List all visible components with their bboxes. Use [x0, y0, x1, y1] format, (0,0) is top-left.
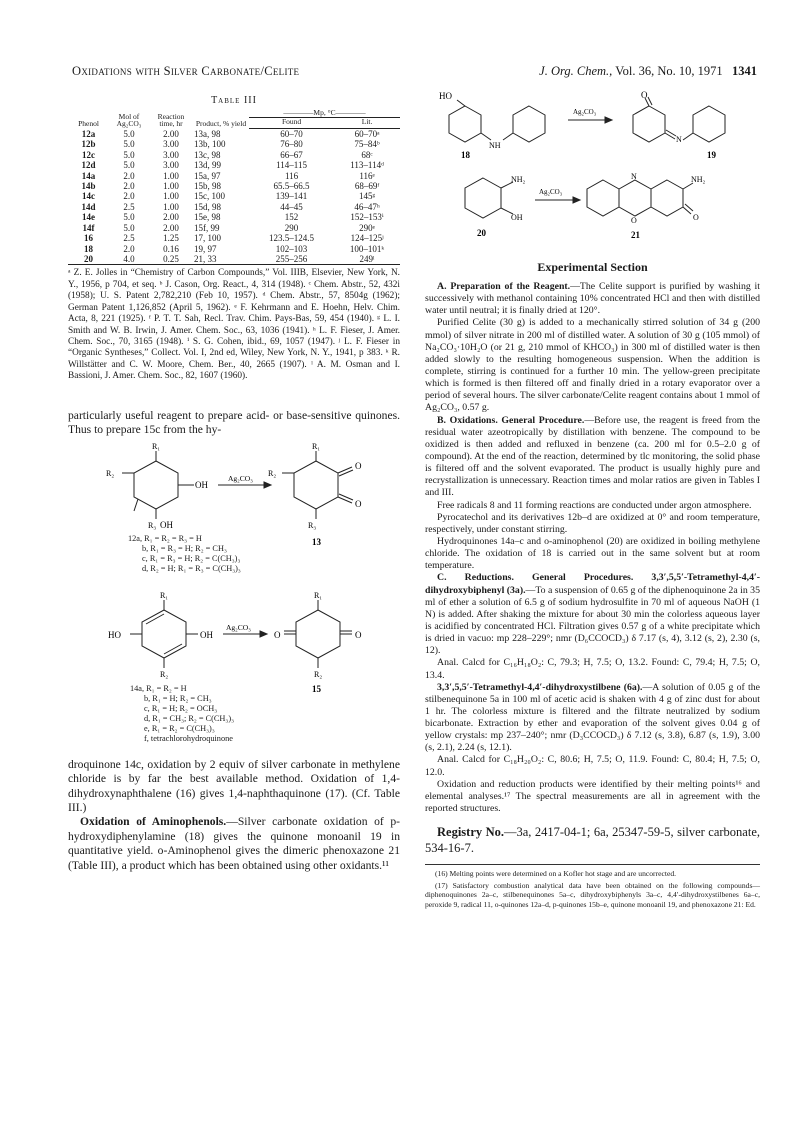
compound-13-label: 13: [312, 537, 321, 548]
paragraph-text: Pyrocatechol and its derivatives 12b–d are oxidized at 0° and room temperature, respectively, under constant stirring.: [425, 511, 760, 535]
table-cell: 2.5: [123, 233, 135, 244]
table-cell: 124–125ʲ: [350, 233, 384, 244]
experimental-paragraph: [425, 500, 760, 512]
col-mol: Mol of Ag₂CO₃: [116, 111, 142, 129]
table-cell: 15f, 99: [193, 222, 220, 233]
table-cell: 17, 100: [193, 233, 221, 244]
table-cell: 290: [284, 222, 299, 233]
table-cell: 16: [83, 233, 93, 244]
svg-text:OH: OH: [511, 213, 523, 222]
table-cell: 13d, 99: [193, 160, 221, 171]
paragraph-text: Hydroquinones 14a–c and o-aminophenol (20) are oxidized in boiling methylene chloride. The oxidation of 18 is carried out in the same solvent but at room temperature.: [425, 535, 760, 572]
table-cell: 2.0: [123, 180, 135, 191]
section-heading: Experimental Section: [537, 260, 648, 274]
col-mp-label: Mp, °C: [313, 108, 336, 117]
table-cell: 2.0: [123, 191, 135, 202]
col-time: Reaction time, hr: [157, 111, 185, 129]
reagent-label-3: Ag₂CO₃: [573, 108, 597, 116]
paragraph-text: Purified Celite (30 g) is added to a mechanically stirred solution of 34 g (200 mmol) of silver nitrate in 200 ml of distilled water. A solution of 30 g (105 mmol) of Na₂CO₃·10H₂O (or 21 g, 210 mmol of KHCO₃) in 300 ml of distilled water is then added slowly to the resulting homogeneous suspension. When the addition is complete, stirring is continued for a further 10 min. The yellow-green precipitate which is formed is then filtered off and finally dried in a rotary evaporator over a period of several hours. The silver carbonate/Celite reagent contains about 1 mmol of Ag₂CO₃, 0.57 g.: [425, 317, 760, 414]
svg-text:OH: OH: [195, 480, 208, 491]
table-cell: 116: [284, 170, 299, 181]
table-cell: 75–84ᵇ: [354, 139, 380, 150]
table-row: [68, 128, 400, 139]
svg-text:R₁: R₁: [160, 591, 169, 601]
table-cell: 4.0: [109, 254, 149, 265]
table-row: [68, 202, 400, 212]
compound-20-ring: [465, 178, 501, 218]
table-cell: 15c, 100: [193, 191, 225, 202]
experimental-paragraph: [425, 779, 760, 815]
table-cell: 44–45: [280, 201, 303, 212]
table-cell: 18: [83, 243, 93, 254]
compound-18-label: 18: [461, 150, 470, 160]
table-cell: 152: [284, 212, 299, 223]
label-14c: c, R₁ = H; R₂ = OCH₃: [144, 704, 218, 714]
experimental-paragraph: [425, 512, 760, 536]
paragraph-heading: A. Preparation of the Reagent.: [437, 281, 571, 292]
compound-21-ring-b: [619, 180, 651, 216]
header-citation: [539, 64, 757, 79]
note-16: (16) Melting points were determined on a Kofler hot stage and are uncorrected.: [435, 869, 677, 879]
table-cell: 60–70ᵃ: [354, 128, 380, 139]
table-cell: 20: [68, 254, 109, 265]
table-cell: 5.0: [123, 212, 135, 223]
svg-text:OH: OH: [200, 630, 213, 641]
paragraph-text: Anal. Calcd for C₁₈H₂₀O₂: C, 80.6; H, 7.5; O, 11.9. Found: C, 80.4; H, 7.5; O, 12.0.: [425, 754, 760, 778]
right-column: [425, 90, 760, 911]
compound-20-label: 20: [477, 228, 486, 238]
table-cell: 290ᵉ: [359, 222, 375, 233]
header-title: Oxidations with Silver Carbonate/Celite: [72, 64, 300, 78]
reagent-label-2: Ag₂CO₃: [226, 623, 251, 633]
left-para-3-head: Oxidation of Aminophenols.: [80, 815, 227, 829]
table-cell: 0.25: [149, 254, 193, 265]
table-cell: 15e, 98: [193, 212, 221, 223]
paragraph-text: —Before use, the reagent is freed from the residual water azeotropically by distillation with benzene. The compound to be oxidized is then added and refluxed in benzene (ca. 200 ml for 0.5–2.0 g of compound). At the end of the reaction, determined by tlc monitoring, the solid phase is filtered off and the solvent evaporated. The product is usually highly pure and recrystallization is unnecessary. Reaction times and molar ratios are given in Tables I and III.: [425, 414, 760, 499]
table-cell: 1.00: [163, 170, 179, 181]
table-cell: 65.5–66.5: [273, 180, 310, 191]
table-cell: 46–47ʰ: [354, 201, 380, 212]
table-caption: Table III: [211, 95, 257, 106]
svg-text:O: O: [631, 216, 637, 225]
table-cell: 13c, 98: [193, 149, 221, 160]
svg-text:N: N: [676, 135, 682, 144]
table-cell: 13a, 98: [193, 128, 221, 139]
svg-text:O: O: [355, 630, 362, 641]
experimental-paragraph: [425, 536, 760, 572]
paragraph-text: Free radicals 8 and 11 forming reactions are conducted under argon atmosphere.: [437, 499, 752, 511]
table-cell: 152–153ⁱ: [350, 212, 384, 223]
table-cell: 12b: [81, 139, 96, 150]
svg-text:R₃: R₃: [308, 521, 317, 531]
svg-text:R₁: R₁: [152, 442, 161, 452]
table-cell: 12d: [81, 160, 96, 171]
table-cell: 2.00: [163, 128, 179, 139]
compound-21-label: 21: [631, 230, 640, 240]
scheme-hydroquinone-oxidation: [68, 588, 398, 698]
col-lit: Lit.: [334, 117, 400, 128]
experimental-paragraph: [425, 682, 760, 755]
catechol-ring: [134, 461, 178, 509]
svg-text:R₁: R₁: [314, 591, 323, 601]
left-column: [68, 95, 400, 873]
table-cell: 114–115: [276, 160, 307, 171]
experimental-paragraph: [425, 281, 760, 317]
experimental-paragraphs: [425, 281, 760, 815]
reagent-label-1: Ag₂CO₃: [228, 474, 253, 484]
table-cell: 5.0: [123, 149, 135, 160]
table-cell: 14f: [82, 222, 95, 233]
registry-head: Registry No.: [437, 825, 504, 840]
table-cell: 1.00: [163, 191, 179, 202]
table-cell: 116ᵉ: [359, 170, 375, 181]
table-cell: 3.00: [163, 149, 179, 160]
svg-text:HO: HO: [439, 91, 452, 101]
compound-18-ring-a: [449, 106, 481, 142]
table-cell: 2.0: [123, 170, 135, 181]
col-phenol: Phenol: [78, 119, 99, 129]
volume-info: Vol. 36, No. 10, 1971: [612, 64, 723, 78]
table-row: [68, 171, 400, 181]
table-cell: 249ˡ: [334, 254, 400, 265]
table-cell: 2.00: [163, 212, 179, 223]
table-cell: 15a, 97: [193, 170, 221, 181]
table-cell: 3.00: [163, 139, 179, 150]
col-mp: ————Mp, °C————: [249, 109, 400, 117]
table-cell: 76–80: [280, 139, 303, 150]
svg-text:NH₂: NH₂: [691, 175, 706, 184]
compound-21-ring-c: [651, 180, 683, 216]
table-cell: 145ᵍ: [358, 191, 376, 202]
notes-divider: [425, 864, 760, 865]
paragraph-text: Oxidation and reduction products were identified by their melting points¹⁶ and elemental analyses.¹⁷ The spectral measurements are all in agreement with the reported structures.: [425, 778, 760, 815]
scheme1-labels: [128, 534, 400, 574]
table-cell: 15d, 98: [193, 201, 221, 212]
table-cell: 15b, 98: [193, 180, 221, 191]
table-cell: 21, 33: [193, 254, 249, 265]
table-row: [68, 139, 400, 149]
registry-text: —3a, 2417-04-1; 6a, 25347-59-5, silver carbonate, 534-16-7.: [425, 825, 760, 855]
left-para-1-text: particularly useful reagent to prepare acid- or base-sensitive quinones. Thus to prepare 15c from the hy-: [68, 408, 400, 437]
hydroquinone-ring: [142, 610, 186, 658]
o-quinone-ring: [294, 461, 338, 509]
compound-19-ring-b: [693, 106, 725, 142]
running-header: [72, 64, 757, 80]
svg-text:HO: HO: [108, 630, 121, 641]
table-cell: 100–101ᵏ: [349, 243, 385, 254]
svg-text:N: N: [631, 172, 637, 181]
left-para-3: [68, 815, 400, 873]
experimental-paragraph: [425, 317, 760, 414]
table-cell: 60–70: [280, 128, 303, 139]
table-cell: 14a: [81, 170, 96, 181]
table-row: [68, 233, 400, 243]
left-para-2: droquinone 14c, oxidation by 2 equiv of silver carbonate in methylene chloride is by far the best available method. Oxidation of 1,4-dihydroxynaphthalene (16) gives 1,4-naphthaquinone (17). (Cf. Table III.): [68, 757, 400, 815]
table-cell: 5.0: [123, 128, 135, 139]
table-row: [68, 254, 400, 265]
col-product: Product, % yield: [195, 119, 247, 129]
experimental-paragraph: [425, 657, 760, 681]
paragraph-text: —The Celite support is purified by washing it successively with methanol containing 10% concentrated HCl and then with distilled water until neutral; it is finally dried at 120°.: [425, 281, 761, 317]
svg-text:O: O: [355, 461, 362, 472]
table-cell: 12a: [81, 128, 96, 139]
svg-text:R₂: R₂: [268, 469, 277, 479]
table-cell: 14c: [81, 191, 95, 202]
table-row: [68, 223, 400, 233]
table-cell: 3.00: [163, 160, 179, 171]
svg-text:NH₂: NH₂: [511, 175, 526, 184]
table-row: [68, 212, 400, 222]
table-row: [68, 160, 400, 170]
svg-text:R₂: R₂: [160, 670, 169, 680]
table-cell: 2.00: [163, 222, 179, 233]
compound-19-ring-a: [633, 106, 665, 142]
table-footnotes: ᵃ Z. E. Jolles in “Chemistry of Carbon Compounds,” Vol. IIIB, Elsevier, New York, N. Y., 1956, p 704, et seq. ᵇ J. Cason, Org. React., 4, 314 (1948). ᶜ Chem. Abstr., 52, 432i (1958); U. S. Patent 2,782,210 (Feb 10, 1957). ᵈ Chem. Abstr., 57, 8504g (1962); German Patent 1,126,852 (April 5, 1962). ᵉ F. Kehrmann and E. Hoehn, Helv. Chim. Acta, 8, 221 (1925). ᶠ P. T. T. Sah, Recl. Trav. Chim. Pays-Bas, 59, 454 (1940). ᵍ L. I. Smith and W. B. Irwin, J. Amer. Chem. Soc., 63, 1036 (1941). ʰ L. F. Fieser, J. Amer. Chem. Soc., 70, 3165 (1948). ⁱ S. G. Cohen, ibid., 69, 1057 (1947). ʲ L. F. Fieser in “Organic Syntheses,” Collect. Vol. I, 2nd ed, Wiley, New York, N. Y., 1941, p 383. ᵏ R. Willstätter and C. W. Moore, Chem. Ber., 40, 2665 (1907). ˡ A. M. Osman and I. Bassioni, J. Amer. Chem. Soc., 82, 1607 (1960).: [68, 268, 400, 382]
compound-21-ring-a: [587, 180, 619, 216]
compound-19-label: 19: [707, 150, 716, 160]
table-cell: 14d: [81, 201, 96, 212]
table-cell: 2.0: [123, 243, 135, 254]
paragraph-heading: B. Oxidations. General Procedure.: [437, 414, 585, 426]
table-cell: 1.00: [163, 201, 179, 212]
paragraph-text: —To a suspension of 0.65 g of the diphenoquinone 2a in 35 ml of ether a solution of 6.5 g of sodium hydrosulfite in 70 ml of aqueous NaOH (1 N) is added. After shaking the mixture for about 30 min the colorless aqueous layer is acidified by concentrated HCl. Filtration gives 0.57 g of a white precipitate which is dried in vacuo: mp 228–229°; nmr (D₆CCOCD₃) δ 7.17 (s, 4), 3.12 (s, 2), 2.30 (s, 12).: [425, 584, 760, 657]
table-cell: 5.0: [123, 160, 135, 171]
svg-text:OH: OH: [160, 520, 173, 531]
table-cell: 113–114ᵈ: [350, 160, 384, 171]
journal-name: J. Org. Chem.,: [539, 64, 613, 78]
label-12d: d, R₂ = H; R₁ = R₃ = C(CH₃)₃: [142, 564, 241, 574]
left-para-3-text: —Silver carbonate oxidation of p-hydroxydiphenylamine (18) gives the quinone monoanil 19 in quantitative yield. o-Aminophenol gives the dimeric phenoxazone 21 (Table III), a product which has been obtained using other oxidants.¹¹: [68, 815, 401, 872]
note-17: (17) Satisfactory combustion analytical data have been obtained on the following compounds—diphenoquinones 2a–c, stilbenequinones 5a–c, dihydroxybiphenyls 3a–c, 4,4′-dihydroxystilbenes 6a–c, peroxide 9, radical 11, o-quinones 12a–d, p-quinones 15b–e, quinone monoanil 19, and phenoxazone 21: Ed.: [425, 880, 760, 909]
svg-text:R₂: R₂: [314, 670, 323, 680]
left-para-1: [68, 409, 400, 438]
label-14d: d, R₁ = CH₃; R₂ = C(CH₃)₃: [144, 714, 234, 724]
label-14f: f, tetrachlorohydroquinone: [144, 733, 233, 743]
svg-text:O: O: [355, 499, 362, 510]
svg-text:O: O: [641, 90, 648, 100]
label-14b: b, R₁ = H; R₂ = CH₃: [144, 694, 212, 704]
label-12c: c, R₁ = R₃ = H; R₂ = C(CH₃)₃: [142, 554, 241, 564]
table-cell: 139–141: [275, 191, 308, 202]
table-row: [68, 244, 400, 254]
registry-numbers: [425, 825, 760, 856]
table-cell: 255–256: [249, 254, 334, 265]
table-row: [68, 181, 400, 191]
table-cell: 123.5–124.5: [269, 233, 315, 244]
experimental-paragraph: [425, 754, 760, 778]
p-quinone-ring: [296, 610, 340, 658]
paragraph-heading: C. Reductions. General Procedures. 3,3′,5,5′-Tetramethyl-4,4′-dihydroxybiphenyl (3a).: [425, 572, 760, 596]
compound-15-label: 15: [312, 684, 321, 695]
table-iii: [68, 109, 400, 265]
table-cell: 66–67: [280, 149, 303, 160]
table-row: [68, 150, 400, 160]
svg-text:O: O: [693, 213, 699, 222]
table-cell: 12c: [81, 149, 95, 160]
experimental-paragraph: [425, 415, 760, 500]
label-12b: b, R₁ = R₃ = H; R₂ = CH₃: [142, 544, 227, 554]
table-cell: 68–69ᶠ: [354, 180, 380, 191]
paragraph-heading: 3,3′,5,5′-Tetramethyl-4,4′-dihydroxystilbene (6a).: [437, 681, 643, 693]
table-cell: 1.25: [163, 233, 179, 244]
table-cell: 5.0: [123, 222, 135, 233]
scheme-aminophenol-oxidation: [425, 90, 760, 250]
reagent-label-4: Ag₂CO₃: [539, 188, 563, 196]
paragraph-text: —A solution of 0.05 g of the stilbenequinone 5a in 100 ml of acetic acid is shaken with 4 g of zinc dust for about 1 hr. The colorless mixture is filtered and the filtrate neutralized by sodium bicarbonate. Extraction by ether and evaporation of the solvent gives 0.04 g of yellow crystals: mp 237–240°; nmr (D₃CCOCD₃) δ 7.12 (s, 3.8), 6.87 (s, 1.9), 3.00 (s, 2.1), 2.24 (s, 12.1).: [425, 681, 760, 754]
svg-text:R₂: R₂: [106, 469, 115, 479]
svg-text:R₁: R₁: [312, 442, 321, 452]
label-14a: 14a, R₁ = R₂ = H: [130, 684, 187, 694]
table-cell: 0.16: [163, 243, 179, 254]
table-cell: 68ᶜ: [361, 149, 373, 160]
table-cell: 19, 97: [193, 243, 217, 254]
reference-notes: [425, 869, 760, 909]
scheme2-labels: [130, 684, 400, 744]
left-body-bottom: [68, 758, 400, 873]
table-cell: 14e: [81, 212, 95, 223]
experimental-paragraph: [425, 572, 760, 657]
page-number: 1341: [732, 64, 757, 78]
svg-text:R₃: R₃: [148, 521, 157, 531]
table-cell: 13b, 100: [193, 139, 226, 150]
table-cell: 14b: [81, 180, 96, 191]
svg-text:O: O: [274, 630, 281, 641]
table-row: [68, 191, 400, 201]
col-found: Found: [249, 117, 334, 128]
table-cell: 102–103: [275, 243, 308, 254]
table-cell: 5.0: [123, 139, 135, 150]
label-12a: 12a, R₁ = R₂ = R₃ = H: [128, 534, 202, 544]
svg-text:NH: NH: [489, 141, 501, 150]
compound-18-ring-b: [513, 106, 545, 142]
label-14e: e, R₁ = R₂ = C(CH₃)₃: [144, 724, 215, 734]
table-cell: 1.00: [163, 180, 179, 191]
paragraph-text: Anal. Calcd for C₁₆H₁₈O₂: C, 79.3; H, 7.5; O, 13.2. Found: C, 79.4; H, 7.5; O, 13.4.: [425, 657, 760, 681]
table-cell: 2.5: [123, 201, 135, 212]
